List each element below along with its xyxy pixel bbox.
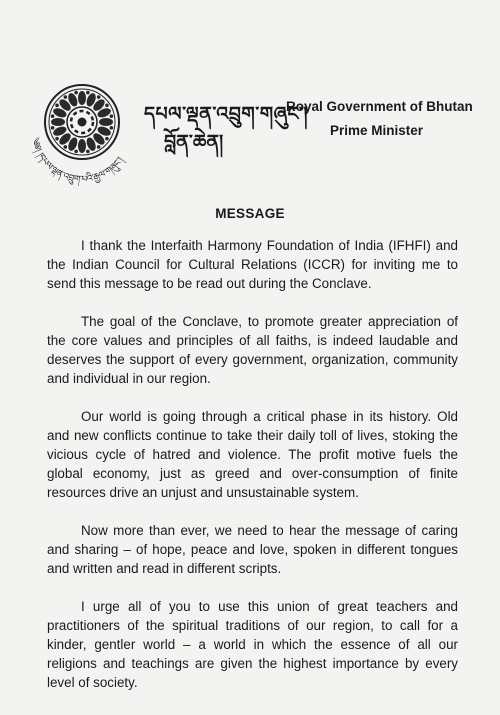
message-heading: MESSAGE: [215, 206, 285, 221]
seal-petal: [78, 139, 86, 153]
paragraph-1: I thank the Interfaith Harmony Foundation of India (IFHFI) and the Indian Council for Cultural Relations (ICCR) for inviting me to send this message to be read out during the Conclave.: [47, 238, 458, 291]
government-name: Royal Government of Bhutan: [286, 99, 473, 114]
paragraph-5: I urge all of you to use this union of great teachers and practitioners of the spiritual traditions of our region, to call for a kinder, gentler world – a world in which the essence of all our religions and teachings are given the highest importance by every level of society.: [47, 599, 458, 690]
paragraph-2: The goal of the Conclave, to promote greater appreciation of the core values and principles of all faiths, is indeed laudable and deserves the support of every government, organization, community and individual in our region.: [47, 314, 458, 386]
seal-dot: [86, 150, 90, 154]
svg-text:༄༅། །དཔལ་ལྡན་འབྲུག་པའི་རྒྱལ་གཞ: ༄༅། །དཔལ་ལྡན་འབྲུག་པའི་རྒྱལ་གཞུང་།: [29, 136, 126, 186]
office-title: Prime Minister: [330, 123, 424, 138]
seal-dot: [74, 91, 78, 95]
dzongkha-office-title: བློན་ཆེན།: [164, 131, 224, 153]
paragraph-3: Our world is going through a critical phase in its history. Old and new conflicts continue to take their daily toll of lives, stoking the vicious cycle of hatred and violence. The profit motive fuels the global economy, just as greed and over-consumption of finite resources drive an unjust and unsustainable system.: [47, 409, 458, 500]
seal-dot: [55, 137, 59, 141]
message-body: [47, 236, 458, 711]
seal-dot: [64, 95, 68, 99]
seal-graphic: [22, 76, 138, 192]
seal-dot: [97, 95, 101, 99]
seal-dot: [86, 91, 90, 95]
seal-petal: [99, 118, 113, 126]
paragraph-4: Now more than ever, we need to hear the message of caring and sharing – of hope, peace and love, spoken in different tongues and written and read in different scripts.: [47, 523, 458, 576]
seal-dot: [105, 137, 109, 141]
seal-petal: [51, 118, 65, 126]
seal-dot: [97, 145, 101, 149]
seal-dot: [55, 104, 59, 108]
seal-dot: [74, 150, 78, 154]
seal-dot: [51, 126, 55, 130]
dzongkha-government-name: དཔལ་ལྡན་འབྲུག་གཞུང་།: [144, 103, 309, 125]
seal-dot: [110, 126, 114, 130]
seal-petal: [78, 91, 86, 105]
seal-dot: [51, 114, 55, 118]
royal-seal-emblem: [22, 76, 138, 192]
seal-dot: [105, 104, 109, 108]
seal-dot: [110, 114, 114, 118]
seal-dot: [64, 145, 68, 149]
